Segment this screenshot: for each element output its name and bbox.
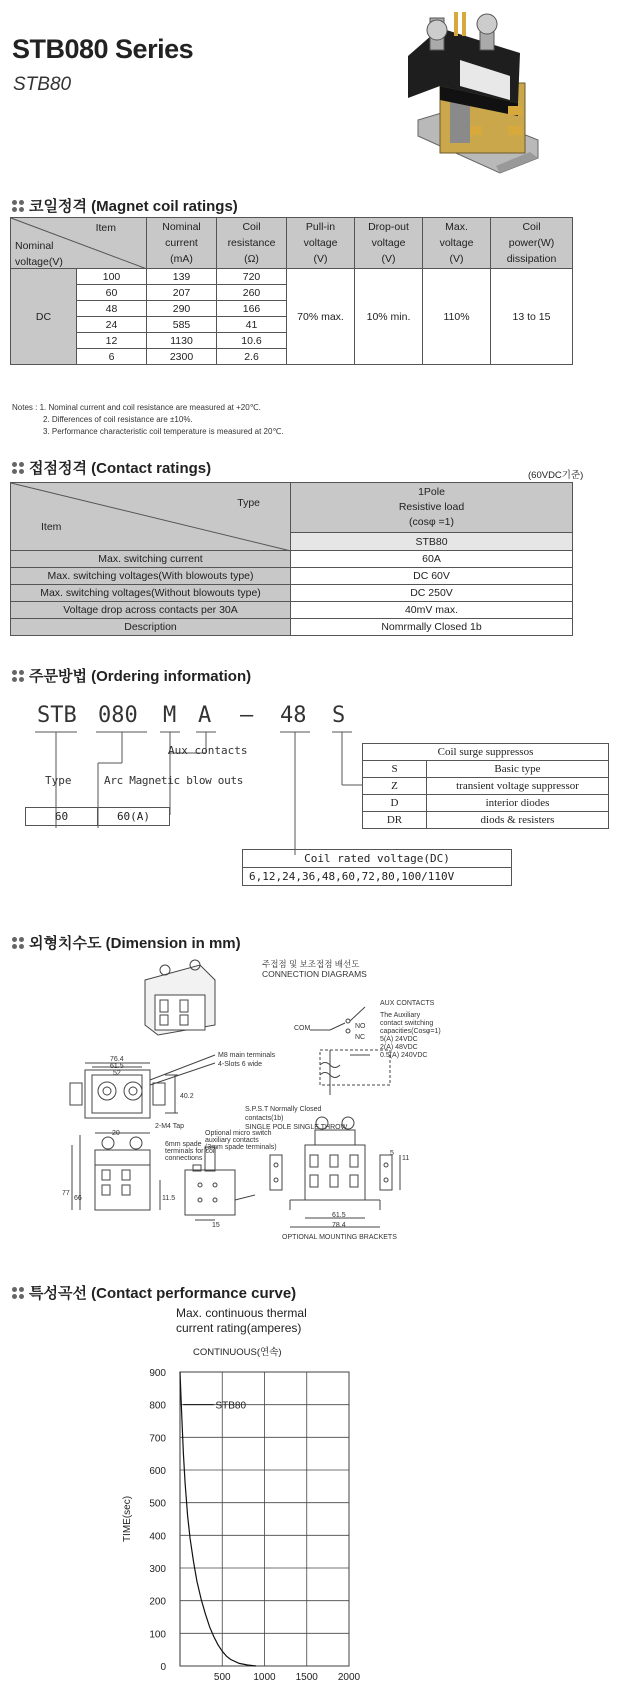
dim-value: 76.4 (110, 1056, 124, 1063)
table-row: S Basic type (363, 761, 609, 778)
no-label: NO (355, 1023, 366, 1030)
m8-label: M8 main terminals (218, 1052, 276, 1059)
chart-ytick-label: 100 (149, 1629, 166, 1641)
coil-note: 2. Differences of coil resistance are ±10%. (43, 415, 193, 424)
table-row: Description Nomrmally Closed 1b (11, 619, 573, 636)
bullet-dots-icon (12, 1287, 24, 1299)
dim-value: 77 (62, 1190, 70, 1197)
dim-value: 78.4 (332, 1222, 346, 1229)
order-code-arc: 080 (98, 703, 138, 728)
table-row: Z transient voltage suppressor (363, 778, 609, 795)
chart-ytick-label: 600 (149, 1466, 166, 1477)
bullet-dots-icon (12, 200, 24, 212)
coil-current: 585 (147, 317, 217, 333)
contact-item-label: Item (41, 521, 62, 533)
slots-label: 4-Slots 6 wide (218, 1061, 262, 1068)
chart-title: Max. continuous thermal current rating(amperes) (176, 1306, 307, 1335)
ordering-heading (12, 665, 251, 686)
chart-ylabel: TIME(sec) (122, 1495, 133, 1543)
contact-model: STB80 (291, 533, 573, 551)
dim-value: 20 (112, 1130, 120, 1137)
coil-voltage: 100 (77, 269, 147, 285)
order-code-dash: – (240, 703, 254, 728)
coil-power-value: 13 to 15 (491, 269, 573, 365)
dim-value: 11.5 (162, 1195, 176, 1202)
chart-ytick-label: 0 (160, 1662, 166, 1673)
conn-kr-label: 주접점 및 보조접점 배선도 (262, 959, 360, 969)
coil-heading-text: 코일정격 (Magnet coil ratings) (29, 198, 238, 215)
order-code-series: STB (37, 703, 77, 728)
order-code-magnetic: M (163, 703, 177, 728)
coil-current: 2300 (147, 349, 217, 365)
coil-ratings-table (10, 217, 573, 365)
table-row: D interior diodes (363, 795, 609, 812)
coil-hdr-max: Max. voltage (V) (423, 218, 491, 269)
coil-resistance: 720 (217, 269, 287, 285)
coil-resistance: 2.6 (217, 349, 287, 365)
bullet-dots-icon (12, 670, 24, 682)
chart-ytick-label: 800 (149, 1400, 166, 1412)
contact-heading-text: 접점정격 (Contact ratings) (29, 460, 212, 477)
coil-pullin-value: 70% max. (287, 269, 355, 365)
coil-notes (12, 402, 284, 438)
com-label: COM (294, 1025, 311, 1032)
page-title: STB080 Series (12, 34, 194, 64)
table-row: DR diods & resisters (363, 812, 609, 829)
order-coil-values: 6,12,24,36,48,60,72,80,100/110V (249, 870, 455, 883)
coil-current: 207 (147, 285, 217, 301)
table-row: Max. switching current 60A (11, 551, 573, 568)
coil-hdr-dropout: Drop-out voltage (V) (355, 218, 423, 269)
order-type-value: 60 (26, 808, 98, 825)
coil-hdr-pullin: Pull-in voltage (V) (287, 218, 355, 269)
coil-note: 3. Performance characteristic coil temperature is measured at 20℃. (43, 427, 284, 436)
dim-value: 61.5 (110, 1063, 124, 1070)
dim-value: 11 (402, 1155, 410, 1162)
spst-label: S.P.S.T Normally Closed contacts(1b) SINGLE POLE SINGLE THROW (245, 1106, 348, 1131)
bullet-dots-icon (12, 937, 24, 949)
conn-en-label: CONNECTION DIAGRAMS (262, 969, 367, 979)
nc-label: NC (355, 1034, 366, 1041)
dim-value: 5 (390, 1150, 394, 1157)
table-row: Max. switching voltages(With blowouts type) DC 60V (11, 568, 573, 585)
page-subtitle: STB80 (13, 74, 72, 95)
dim-value: 15 (212, 1222, 220, 1229)
chart-ytick-label: 300 (149, 1564, 166, 1575)
coil-resistance: 10.6 (217, 333, 287, 349)
contact-ratings-table (10, 482, 573, 636)
order-coil-title: Coil rated voltage(DC) (243, 850, 511, 868)
chart-ytick-label: 500 (149, 1498, 166, 1510)
ordering-heading-text: 주문방법 (Ordering information) (29, 668, 252, 685)
chart-ytick-label: 700 (149, 1433, 166, 1445)
coil-voltage: 12 (77, 333, 147, 349)
coil-dropout-value: 10% min. (355, 269, 423, 365)
coil-hdr-current: Nominal current (mA) (147, 218, 217, 269)
order-surge-title: Coil surge suppressos (363, 744, 609, 761)
order-code-voltage: 48 (280, 703, 307, 728)
spade-label: 6mm spade terminals for coil connections (165, 1141, 216, 1162)
performance-chart (120, 1356, 380, 1682)
order-code-aux: A (198, 703, 212, 728)
chart-xtick-label: 1500 (295, 1672, 318, 1682)
chart-series-label: STB80 (215, 1400, 247, 1412)
order-surge-table (362, 743, 609, 829)
coil-hdr-item: Item (95, 222, 116, 234)
product-photo (400, 8, 590, 178)
order-aux-label: Aux contacts (168, 744, 248, 757)
chart-ytick-label: 400 (149, 1531, 166, 1543)
coil-heading (12, 195, 238, 216)
contact-type-label: Type (237, 497, 260, 509)
coil-resistance: 166 (217, 301, 287, 317)
dim-value: 61.5 (332, 1212, 346, 1219)
order-type-box (25, 807, 170, 826)
coil-hdr-nominal-voltage: Nominal voltage(V) (15, 240, 63, 268)
order-type-label: Type (45, 774, 72, 787)
coil-voltage: 24 (77, 317, 147, 333)
order-code-surge: S (332, 703, 346, 728)
coil-hdr-resistance: Coil resistance (Ω) (217, 218, 287, 269)
dim-value: 40.2 (180, 1093, 194, 1100)
coil-resistance: 260 (217, 285, 287, 301)
coil-current: 1130 (147, 333, 217, 349)
order-arc-label: Arc Magnetic blow outs (104, 774, 244, 787)
curve-heading-text: 특성곡선 (Contact performance curve) (29, 1285, 297, 1302)
contact-note: (60VDC기준) (528, 470, 584, 481)
dim-value: 66 (74, 1195, 82, 1202)
bullet-dots-icon (12, 462, 24, 474)
micro-switch-label: Optional micro switch auxiliary contacts (3mm spade terminals) (205, 1130, 277, 1151)
chart-top-label: CONTINUOUS(연속) (193, 1347, 282, 1358)
order-coil-box (242, 849, 512, 886)
coil-max-value: 110% (423, 269, 491, 365)
dimension-heading-text: 외형치수도 (Dimension in mm) (29, 935, 241, 952)
coil-dc-label: DC (11, 269, 77, 365)
coil-voltage: 6 (77, 349, 147, 365)
contact-header-diagonal (11, 483, 291, 551)
curve-heading (12, 1282, 296, 1303)
chart-ytick-label: 200 (149, 1596, 166, 1608)
m4-label: 2-M4 Tap (155, 1123, 185, 1130)
coil-current: 290 (147, 301, 217, 317)
coil-resistance: 41 (217, 317, 287, 333)
order-arc-value: 60(A) (116, 810, 151, 823)
contact-pole-header: 1Pole Resistive load (cosφ =1) (291, 483, 573, 533)
coil-hdr-power: Coil power(W) dissipation (491, 218, 573, 269)
chart-xtick-label: 2000 (337, 1672, 361, 1682)
dimension-heading (12, 932, 241, 953)
aux-contacts-label: AUX CONTACTS (380, 1000, 435, 1007)
dim-value: 52 (113, 1070, 121, 1077)
chart-xtick-label: 500 (213, 1672, 231, 1682)
contact-heading (12, 457, 211, 478)
coil-voltage: 60 (77, 285, 147, 301)
brackets-label: OPTIONAL MOUNTING BRACKETS (282, 1234, 397, 1241)
chart-series-stb80 (180, 1372, 256, 1666)
chart-ytick-label: 900 (149, 1368, 166, 1379)
coil-voltage: 48 (77, 301, 147, 317)
coil-current: 139 (147, 269, 217, 285)
coil-note: Notes : 1. Nominal current and coil resistance are measured at +20℃. (12, 403, 261, 412)
aux-desc: The Auxiliary contact switching capacities(Cosφ=1) 5(A) 24VDC 2(A) 48VDC 0.5(A) 240VDC (380, 1012, 441, 1059)
chart-xtick-label: 1000 (253, 1672, 276, 1682)
table-row (11, 269, 573, 285)
coil-header-diagonal (11, 218, 147, 269)
table-row: Voltage drop across contacts per 30A 40mV max. (11, 602, 573, 619)
table-row: Max. switching voltages(Without blowouts type) DC 250V (11, 585, 573, 602)
